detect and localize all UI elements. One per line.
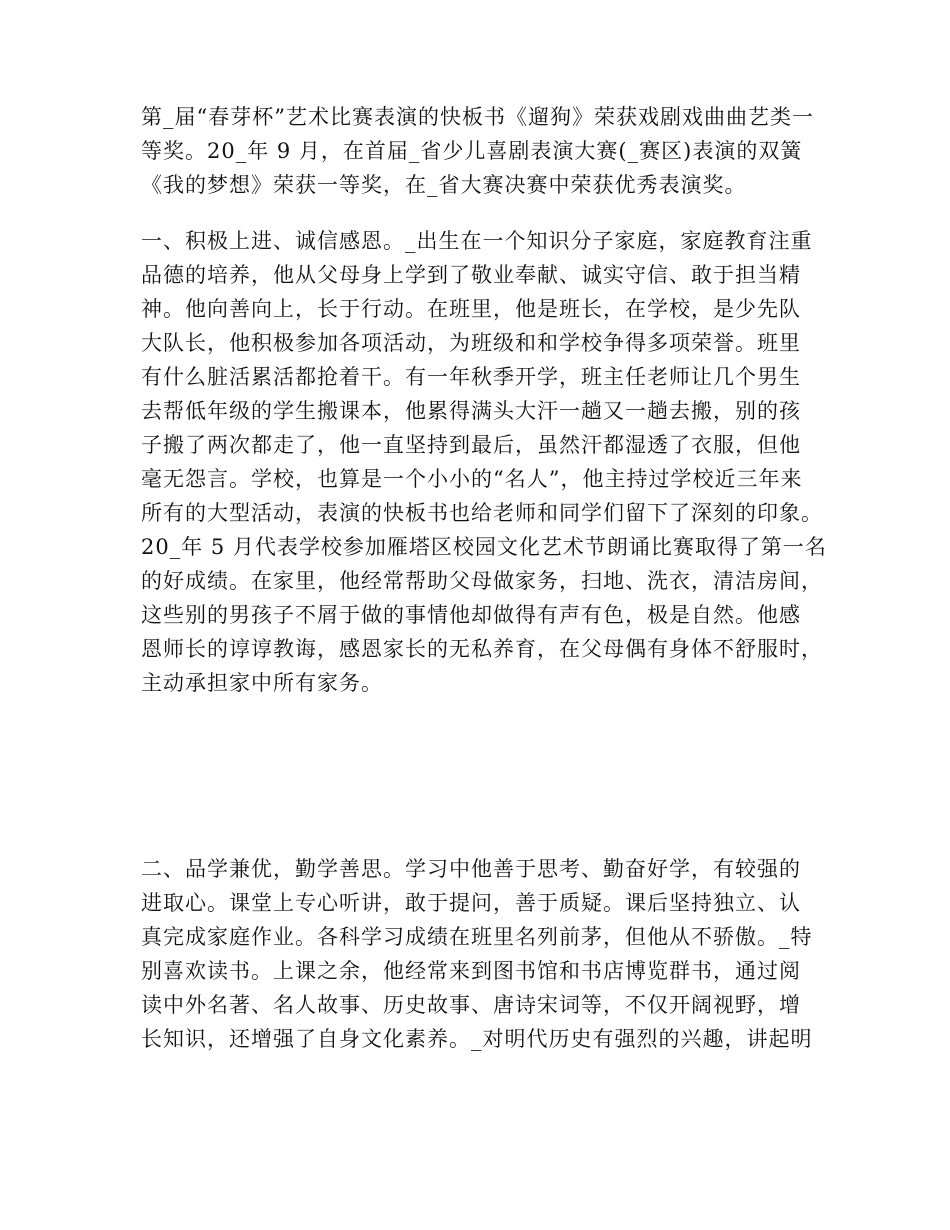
text-line: 子搬了两次都走了，他一直坚持到最后，虽然汗都湿透了衣服，但他 <box>141 433 801 457</box>
paragraph-section-two <box>141 852 821 1056</box>
text-line: 这些别的男孩子不屑于做的事情他却做得有声有色，极是自然。他感 <box>141 603 801 627</box>
text-line: 进取心。课堂上专心听讲，敢于提问，善于质疑。课后坚持独立、认 <box>141 891 801 915</box>
text-line: 去帮低年级的学生搬课本，他累得满头大汗一趟又一趟去搬，别的孩 <box>141 399 801 423</box>
text-line: 别喜欢读书。上课之余，他经常来到图书馆和书店博览群书，通过阅 <box>141 959 801 983</box>
paragraph-awards <box>141 100 821 202</box>
text-line: 主动承担家中所有家务。 <box>141 671 383 695</box>
text-line: 有什么脏活累活都抢着干。有一年秋季开学，班主任老师让几个男生 <box>141 365 801 389</box>
text-line: 品德的培养，他从父母身上学到了敬业奉献、诚实守信、敢于担当精 <box>141 263 801 287</box>
text-line: 《我的梦想》荣获一等奖，在_省大赛决赛中荣获优秀表演奖。 <box>141 173 747 197</box>
paragraph-section-one <box>141 224 827 700</box>
text-line: 毫无怨言。学校，也算是一个小小的“名人”，他主持过学校近三年来 <box>141 467 803 491</box>
text-line: 二、品学兼优，勤学善思。学习中他善于思考、勤奋好学，有较强的 <box>141 857 801 881</box>
text-line: 等奖。20_年 9 月，在首届_省少儿喜剧表演大赛(_赛区)表演的双簧 <box>141 139 803 163</box>
text-line: 所有的大型活动，表演的快板书也给老师和同学们留下了深刻的印象。 <box>141 501 823 525</box>
text-line: 大队长，他积极参加各项活动，为班级和和学校争得多项荣誉。班里 <box>141 331 801 355</box>
text-line: 神。他向善向上，长于行动。在班里，他是班长，在学校，是少先队 <box>141 297 801 321</box>
text-line: 20_年 5 月代表学校参加雁塔区校园文化艺术节朗诵比赛取得了第一名 <box>141 535 827 559</box>
text-line: 长知识，还增强了自身文化素养。_对明代历史有强烈的兴趣，讲起明 <box>141 1027 813 1051</box>
text-line: 恩师长的谆谆教诲，感恩家长的无私养育，在父母偶有身体不舒服时， <box>141 637 823 661</box>
text-line: 读中外名著、名人故事、历史故事、唐诗宋词等，不仅开阔视野，增 <box>141 993 801 1017</box>
text-line: 第_届“春芽杯”艺术比赛表演的快板书《遛狗》荣获戏剧戏曲曲艺类一 <box>141 105 814 129</box>
text-line: 的好成绩。在家里，他经常帮助父母做家务，扫地、洗衣，清洁房间， <box>141 569 823 593</box>
text-line: 一、积极上进、诚信感恩。_出生在一个知识分子家庭，家庭教育注重 <box>141 229 813 253</box>
text-line: 真完成家庭作业。各科学习成绩在班里名列前茅，但他从不骄傲。_特 <box>141 925 813 949</box>
